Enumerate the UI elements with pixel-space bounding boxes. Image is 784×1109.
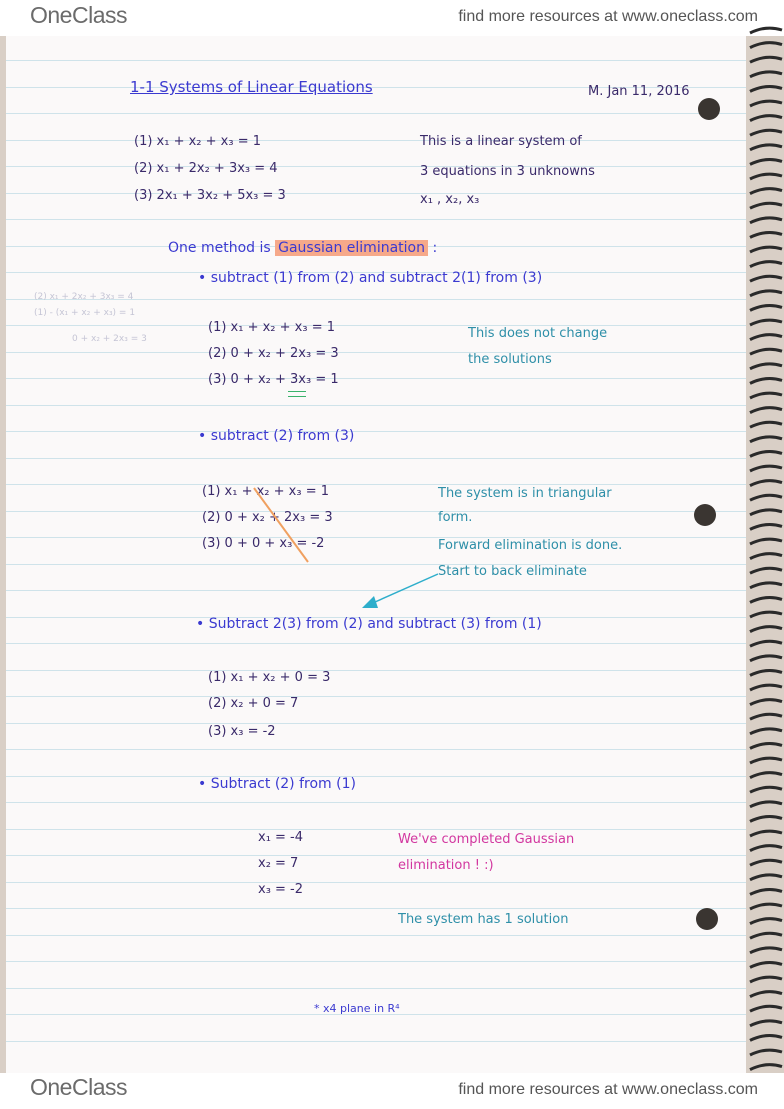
forward-note: Forward elimination is done. [438,538,623,553]
spiral-coil [750,481,782,486]
solution-x2: x₂ = 7 [258,856,299,871]
spiral-coil [750,860,782,865]
spiral-coil [750,422,782,427]
spiral-coil [750,787,782,792]
spiral-coil [750,320,782,325]
spiral-coil [750,276,782,281]
spiral-coil [750,1006,782,1011]
spiral-coil [750,802,782,807]
spiral-coil [750,554,782,559]
spiral-coil [750,568,782,573]
side-work: 0 + x₂ + 2x₃ = 3 [72,334,147,344]
solutions-note: This does not change [468,326,608,341]
triangular-note: form. [438,510,473,525]
spiral-coil [750,685,782,690]
spiral-coil [750,992,782,997]
spiral-coil [750,305,782,310]
spiral-coil [750,831,782,836]
spiral-coil [750,174,782,179]
spiral-coil [750,130,782,135]
spiral-coil [750,700,782,705]
arrow-head [362,596,378,608]
spiral-coil [750,495,782,500]
spiral-coil [750,28,782,33]
spiral-coil [750,1050,782,1055]
side-work: (2) x₁ + 2x₂ + 3x₃ = 4 [34,292,134,302]
spiral-coil [750,875,782,880]
oneclass-logo[interactable]: OneClass [30,1074,127,1100]
spiral-coil [750,919,782,924]
method-suffix: : [432,240,438,256]
system-note: x₁ , x₂, x₃ [420,192,480,207]
spiral-binding [748,20,784,1080]
spiral-coil [750,203,782,208]
spiral-coil [750,189,782,194]
spiral-coil [750,43,782,48]
equation: (3) 2x₁ + 3x₂ + 5x₃ = 3 [134,188,286,203]
spiral-coil [750,524,782,529]
spiral-coil [750,846,782,851]
annotation-strokes [6,36,746,1073]
spiral-coil [750,291,782,296]
spiral-coil [750,641,782,646]
spiral-coil [750,977,782,982]
spiral-coil [750,159,782,164]
spiral-coil [750,948,782,953]
solution-x1: x₁ = -4 [258,830,304,845]
bottom-note: * x4 plane in R⁴ [314,1002,400,1015]
spiral-coil [750,1021,782,1026]
spiral-coil [750,627,782,632]
system-note: This is a linear system of [420,134,582,149]
step-4: • Subtract (2) from (1) [198,776,356,792]
spiral-coil [750,714,782,719]
resources-link[interactable]: find more resources at www.oneclass.com [458,8,758,25]
spiral-coil [750,758,782,763]
spiral-coil [750,539,782,544]
completed-note: We've completed Gaussian [398,832,575,847]
completed-note: elimination ! :) [398,858,494,873]
spiral-coil [750,612,782,617]
spiral-coil [750,583,782,588]
final-note: The system has 1 solution [398,912,569,927]
spiral-coil [750,116,782,121]
triangle-strike [254,488,308,562]
spiral-coil [750,729,782,734]
spiral-coil [750,816,782,821]
notebook-page [6,36,746,1073]
triangular-note: The system is in triangular [438,486,612,501]
equation: (2) x₂ + 0 = 7 [208,696,299,711]
spiral-coil [750,378,782,383]
spiral-coil [750,262,782,267]
system-note: 3 equations in 3 unknowns [420,164,595,179]
spiral-coil [750,670,782,675]
spiral-coil [750,437,782,442]
spiral-coil [750,364,782,369]
solutions-note: the solutions [468,352,552,367]
back-note: Start to back eliminate [438,564,587,579]
equation: (1) x₁ + x₂ + x₃ = 1 [202,484,330,499]
spiral-coil [750,656,782,661]
spiral-coil [750,773,782,778]
spiral-coil [750,510,782,515]
method-highlight: Gaussian elimination [275,240,428,256]
page-title: 1-1 Systems of Linear Equations [130,78,373,96]
spiral-coil [750,86,782,91]
step-1: • subtract (1) from (2) and subtract 2(1) from (3) [198,270,543,286]
spiral-coil [750,451,782,456]
spiral-coil [750,1065,782,1070]
spiral-coil [750,145,782,150]
spiral-coil [750,933,782,938]
equation: (3) x₃ = -2 [208,724,276,739]
spiral-coil [750,232,782,237]
spiral-coil [750,904,782,909]
step-2: • subtract (2) from (3) [198,428,355,444]
bottom-banner [0,1073,784,1109]
spiral-coil [750,466,782,471]
arrow-line [366,574,438,606]
equation: (2) x₁ + 2x₂ + 3x₃ = 4 [134,161,278,176]
spiral-coil [750,889,782,894]
step-3: • Subtract 2(3) from (2) and subtract (3) from (1) [196,616,542,632]
spiral-coil [750,1035,782,1040]
spiral-coil [750,408,782,413]
spiral-coil [750,743,782,748]
solution-x3: x₃ = -2 [258,882,304,897]
equation: (1) x₁ + x₂ + 0 = 3 [208,670,331,685]
resources-link[interactable]: find more resources at www.oneclass.com [458,1081,758,1098]
spiral-coil [750,247,782,252]
spiral-coil [750,57,782,62]
equation: (1) x₁ + x₂ + x₃ = 1 [208,320,336,335]
oneclass-logo[interactable]: OneClass [30,2,127,28]
equation: (2) 0 + x₂ + 2x₃ = 3 [208,346,339,361]
spiral-coil [750,962,782,967]
spiral-coil [750,349,782,354]
spiral-coil [750,597,782,602]
side-work: (1) - (x₁ + x₂ + x₃) = 1 [34,308,136,318]
spiral-coil [750,72,782,77]
date: M. Jan 11, 2016 [588,84,690,99]
spiral-coil [750,335,782,340]
equation: (1) x₁ + x₂ + x₃ = 1 [134,134,262,149]
equation: (3) 0 + x₂ + 3x₃ = 1 [208,372,339,387]
spiral-coil [750,101,782,106]
top-banner [0,0,784,36]
spiral-coil [750,393,782,398]
equation: (3) 0 + 0 + x₃ = -2 [202,536,325,551]
equation: (2) 0 + x₂ + 2x₃ = 3 [202,510,333,525]
spiral-coil [750,218,782,223]
method-prefix: One method is [168,240,271,256]
